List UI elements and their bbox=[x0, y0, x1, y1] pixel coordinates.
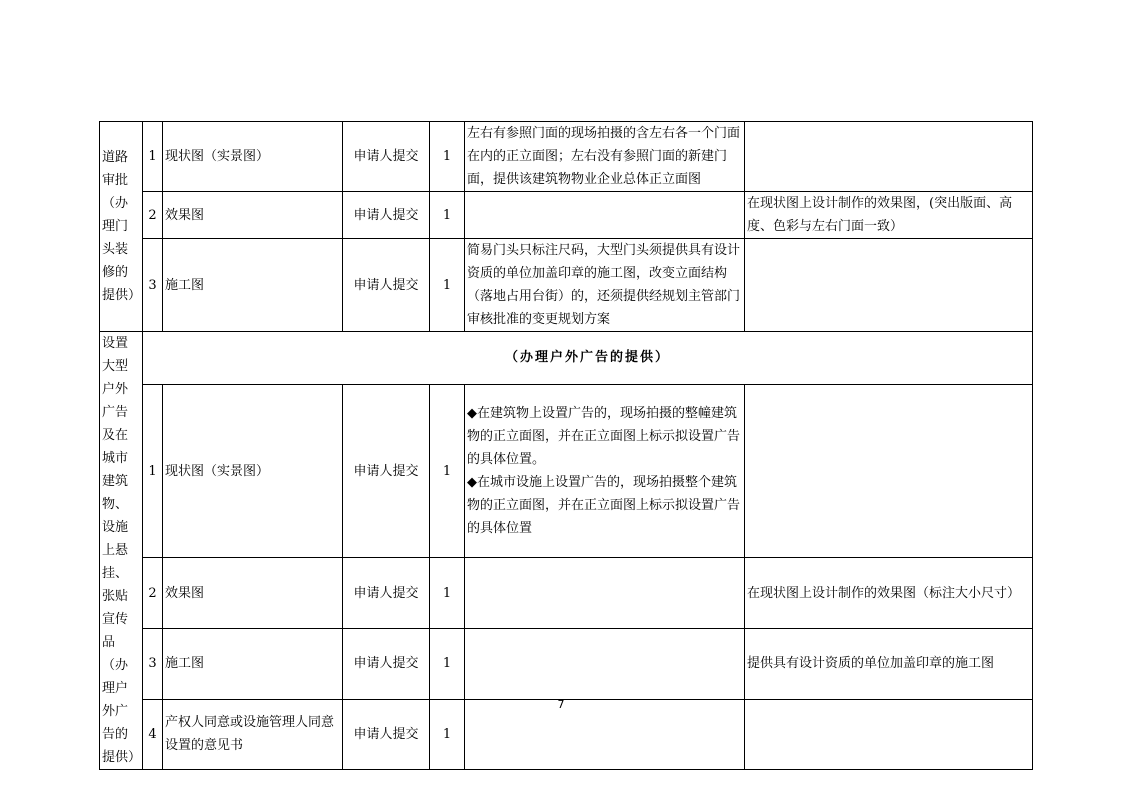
section-banner: （办理户外广告的提供） bbox=[143, 332, 1033, 385]
copy-count: 1 bbox=[430, 239, 465, 332]
table-row bbox=[100, 192, 1033, 239]
remark: 提供具有设计资质的单位加盖印章的施工图 bbox=[745, 628, 1033, 699]
copy-count: 1 bbox=[430, 384, 465, 558]
row-number: 4 bbox=[143, 699, 163, 769]
material-source: 申请人提交 bbox=[343, 192, 430, 239]
row-number: 1 bbox=[143, 122, 163, 192]
material-source: 申请人提交 bbox=[343, 699, 430, 769]
remark: 在现状图上设计制作的效果图，(突出版面、高度、色彩与左右门面一致） bbox=[745, 192, 1033, 239]
requirement-line: ◆在城市设施上设置广告的，现场拍摄整个建筑物的正立面图，并在正立面图上标示拟设置广告的具体位置 bbox=[467, 475, 741, 537]
material-name: 现状图（实景图） bbox=[163, 384, 343, 558]
copy-count: 1 bbox=[430, 122, 465, 192]
copy-count: 1 bbox=[430, 699, 465, 769]
table-row bbox=[100, 239, 1033, 332]
material-requirement bbox=[465, 628, 745, 699]
section-title: 道路审批（办理门头装修的提供） bbox=[100, 122, 143, 332]
material-source: 申请人提交 bbox=[343, 628, 430, 699]
material-requirement bbox=[465, 192, 745, 239]
material-name: 产权人同意或设施管理人同意设置的意见书 bbox=[163, 699, 343, 769]
remark: 在现状图上设计制作的效果图（标注大小尺寸） bbox=[745, 558, 1033, 628]
row-number: 2 bbox=[143, 558, 163, 628]
requirement-line: ◆在建筑物上设置广告的，现场拍摄的整幢建筑物的正立面图，并在正立面图上标示拟设置广告的具体位置。 bbox=[467, 406, 741, 468]
material-name: 效果图 bbox=[163, 558, 343, 628]
remark bbox=[745, 122, 1033, 192]
materials-table bbox=[99, 121, 1033, 770]
row-number: 3 bbox=[143, 239, 163, 332]
material-requirement bbox=[465, 558, 745, 628]
copy-count: 1 bbox=[430, 558, 465, 628]
copy-count: 1 bbox=[430, 192, 465, 239]
material-requirement: 简易门头只标注尺码，大型门头须提供具有设计资质的单位加盖印章的施工图，改变立面结构（落地占用台街）的，还须提供经规划主管部门审核批准的变更规划方案 bbox=[465, 239, 745, 332]
material-source: 申请人提交 bbox=[343, 239, 430, 332]
material-requirement: 左右有参照门面的现场拍摄的含左右各一个门面在内的正立面图；左右没有参照门面的新建门面，提供该建筑物物业企业总体正立面图 bbox=[465, 122, 745, 192]
table-row bbox=[100, 558, 1033, 628]
material-requirement bbox=[465, 384, 745, 558]
table-row bbox=[100, 384, 1033, 558]
table-row bbox=[100, 332, 1033, 385]
material-name: 施工图 bbox=[163, 239, 343, 332]
material-source: 申请人提交 bbox=[343, 122, 430, 192]
row-number: 1 bbox=[143, 384, 163, 558]
section-title: 设置大型户外广告及在城市建筑物、设施上悬挂、张贴宣传品（办理户外广告的提供） bbox=[100, 332, 143, 770]
row-number: 3 bbox=[143, 628, 163, 699]
material-name: 施工图 bbox=[163, 628, 343, 699]
remark bbox=[745, 239, 1033, 332]
table-row bbox=[100, 628, 1033, 699]
material-name: 效果图 bbox=[163, 192, 343, 239]
table-row bbox=[100, 122, 1033, 192]
remark bbox=[745, 384, 1033, 558]
material-name: 现状图（实景图） bbox=[163, 122, 343, 192]
row-number: 2 bbox=[143, 192, 163, 239]
copy-count: 1 bbox=[430, 628, 465, 699]
material-source: 申请人提交 bbox=[343, 558, 430, 628]
page-number: 7 bbox=[557, 698, 565, 711]
material-source: 申请人提交 bbox=[343, 384, 430, 558]
